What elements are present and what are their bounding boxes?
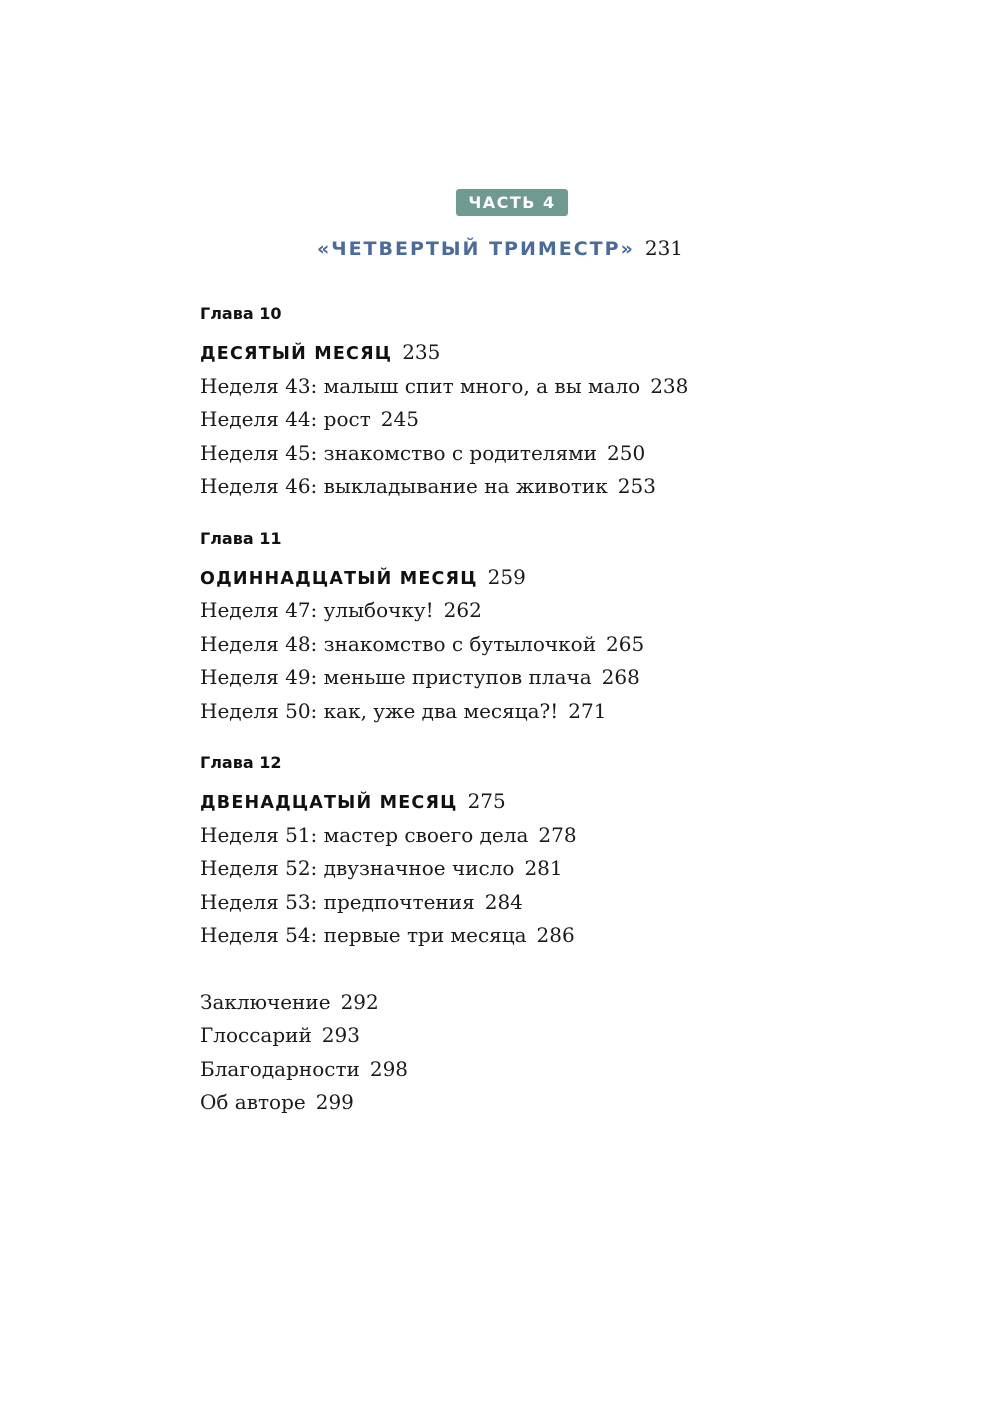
toc-entry[interactable] — [200, 695, 900, 729]
spacer — [200, 953, 900, 986]
page-number: 278 — [538, 822, 577, 847]
toc-entry[interactable] — [200, 852, 900, 886]
toc-entry[interactable] — [200, 819, 900, 853]
chapter-title-entry[interactable] — [200, 561, 900, 595]
toc-entry[interactable] — [200, 886, 900, 920]
entry-text: Неделя 44: рост — [200, 407, 371, 431]
entry-text: Неделя 53: предпочтения — [200, 889, 475, 914]
page-number: 268 — [601, 665, 640, 689]
page-number: 281 — [524, 856, 563, 880]
spacer — [200, 728, 900, 751]
toc-entry[interactable] — [200, 437, 900, 471]
page-number: 292 — [340, 989, 379, 1014]
part-title-text: «ЧЕТВЕРТЫЙ ТРИМЕСТР» — [316, 238, 635, 260]
chapter-label: Глава 12 — [200, 753, 282, 772]
entry-text: Неделя 45: знакомство с родителями — [200, 440, 597, 465]
page-number: 286 — [536, 923, 575, 947]
entry-text: Неделя 48: знакомство с бутылочкой — [200, 631, 597, 656]
page-number: 235 — [402, 340, 441, 364]
toc-entry[interactable] — [200, 661, 900, 695]
toc-entry[interactable] — [200, 986, 900, 1020]
part-page-number: 231 — [644, 236, 684, 260]
page-number: 293 — [321, 1023, 360, 1047]
entry-text: Неделя 47: улыбочку! — [200, 598, 434, 622]
page-number: 245 — [380, 407, 419, 431]
chapter-11 — [200, 527, 900, 729]
entry-text: Неделя 46: выкладывание на животик — [200, 474, 608, 498]
page-number: 275 — [467, 789, 506, 813]
entry-text: Заключение — [200, 989, 331, 1014]
part-badge: ЧАСТЬ 4 — [456, 189, 568, 216]
chapter-label: Глава 11 — [200, 528, 282, 548]
chapter-10 — [200, 302, 900, 504]
toc-entry[interactable] — [200, 1086, 900, 1120]
toc-entry[interactable] — [200, 1019, 900, 1053]
page-number: 265 — [606, 631, 645, 656]
page-number: 271 — [568, 698, 607, 723]
chapter-12 — [200, 751, 900, 953]
toc-entry[interactable] — [200, 628, 900, 662]
chapter-label: Глава 10 — [200, 304, 282, 323]
toc-entry[interactable] — [200, 919, 900, 953]
entry-text: Глоссарий — [200, 1023, 312, 1047]
chapter-title-entry[interactable] — [200, 785, 900, 819]
part-title[interactable] — [0, 236, 1000, 260]
page-number: 253 — [617, 474, 656, 498]
toc-entry[interactable] — [200, 370, 900, 404]
toc-entry[interactable] — [200, 1053, 900, 1087]
entry-text: Благодарности — [200, 1056, 360, 1081]
backmatter — [200, 986, 900, 1120]
page-number: 298 — [369, 1056, 409, 1081]
page-number: 238 — [650, 373, 689, 398]
toc-entry[interactable] — [200, 403, 900, 437]
entry-text: Неделя 51: мастер своего дела — [200, 822, 529, 847]
entry-text: Об авторе — [200, 1090, 306, 1114]
chapter-title: ОДИННАДЦАТЫЙ МЕСЯЦ — [200, 568, 478, 589]
entry-text: Неделя 43: малыш спит много, а вы мало — [200, 373, 641, 398]
page-number: 284 — [484, 889, 523, 914]
spacer — [200, 504, 900, 527]
chapter-title: ДЕСЯТЫЙ МЕСЯЦ — [200, 344, 393, 364]
toc-entry[interactable] — [200, 470, 900, 504]
entry-text: Неделя 52: двузначное число — [200, 856, 515, 880]
entry-text: Неделя 54: первые три месяца — [200, 923, 527, 947]
page-number: 299 — [315, 1090, 354, 1114]
page-number: 262 — [443, 598, 482, 622]
page-number: 250 — [607, 440, 646, 465]
toc-entry[interactable] — [200, 594, 900, 628]
entry-text: Неделя 49: меньше приступов плача — [200, 665, 592, 689]
table-of-contents — [200, 302, 900, 1120]
chapter-title: ДВЕНАДЦАТЫЙ МЕСЯЦ — [200, 793, 458, 813]
chapter-title-entry[interactable] — [200, 336, 900, 370]
page-number: 259 — [487, 564, 526, 589]
entry-text: Неделя 50: как, уже два месяца?! — [200, 698, 559, 723]
